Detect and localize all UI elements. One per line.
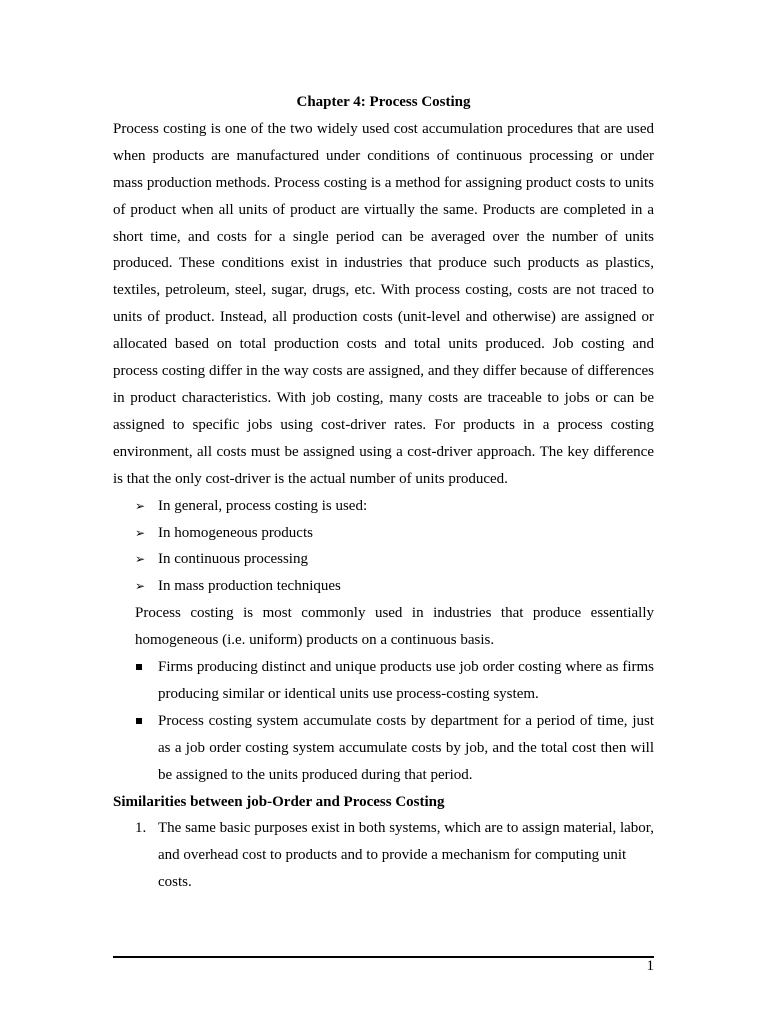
list-item — [113, 708, 654, 789]
list-item — [113, 546, 654, 573]
list-item — [113, 493, 654, 520]
similarities-heading: Similarities between job-Order and Process Costing — [113, 793, 445, 810]
arrow-bullet-icon: ➢ — [135, 498, 146, 513]
list-item-text: In homogeneous products — [158, 524, 313, 541]
chapter-title: Chapter 4: Process Costing — [296, 94, 471, 110]
document-page — [113, 89, 654, 896]
arrow-bullet-icon: ➢ — [135, 579, 146, 594]
list-item — [113, 654, 654, 708]
square-bullet-list — [113, 654, 654, 789]
list-item-text: In general, process costing is used: — [158, 497, 368, 514]
list-item — [113, 815, 654, 896]
usage-paragraph: Process costing is most commonly used in industries that produce essentially homogeneous (i.e. uniform) products on a continuous basis. — [135, 605, 654, 649]
list-item-text: In continuous processing — [158, 551, 308, 568]
page-number: 1 — [646, 958, 654, 974]
list-item — [113, 573, 654, 600]
arrow-bullet-icon: ➢ — [135, 525, 146, 540]
list-item-text: Firms producing distinct and unique products use job order costing where as firms producing similar or identical units use process-costing system. — [158, 659, 654, 702]
list-item-number: 1. — [135, 820, 147, 837]
arrow-bullet-icon: ➢ — [135, 552, 146, 567]
list-item-text: The same basic purposes exist in both systems, which are to assign material, labor, and overhead cost to products and to provide a mechanism for computing unit costs. — [158, 820, 654, 891]
footer-divider — [113, 956, 654, 958]
intro-paragraph: Process costing is one of the two widely used cost accumulation procedures that are used when products are manufactured under conditions of continuous processing or under mass production methods. Process costing is a method for assigning product costs to units of product when all units of product are virtually the same. Products are completed in a short time, and costs for a single period can be averaged over the number of units produced. These conditions exist in industries that produce such products as plastics, textiles, petroleum, steel, sugar, drugs, etc. With process costing, costs are not traced to units of product. Instead, all production costs (unit-level and otherwise) are assigned or allocated based on total production costs and total units produced. Job costing and process costing differ in the way costs are assigned, and they differ because of differences in product characteristics. With job costing, many costs are traceable to jobs or can be assigned to specific jobs using cost-driver rates. For products in a process costing environment, all costs must be assigned using a cost-driver approach. The key difference is that the only cost-driver is the actual number of units produced. — [113, 120, 654, 487]
numbered-list — [113, 815, 654, 896]
arrow-bullet-list — [113, 493, 654, 601]
list-item-text: In mass production techniques — [158, 578, 341, 595]
list-item-text: Process costing system accumulate costs by department for a period of time, just as a job order costing system accumulate costs by job, and the total cost then will be assigned to the units produced during that period. — [158, 712, 654, 783]
list-item — [113, 520, 654, 547]
